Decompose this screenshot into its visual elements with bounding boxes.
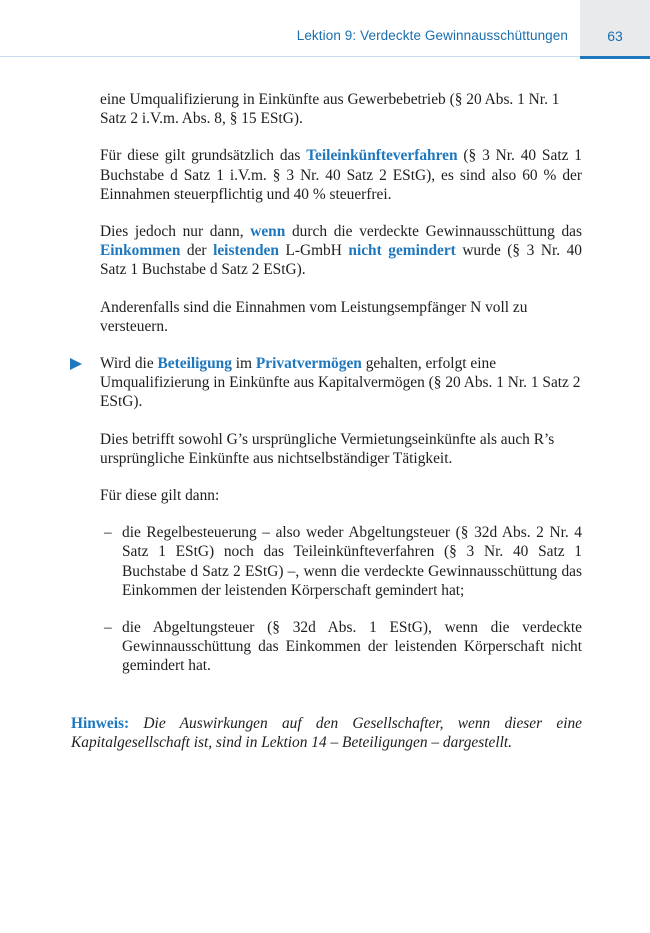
- keyword: nicht gemindert: [348, 242, 456, 260]
- triangle-bullet-icon: [70, 358, 82, 370]
- main-text: [100, 90, 582, 694]
- bullet-paragraph: [100, 354, 582, 412]
- keyword: leistenden: [213, 242, 279, 260]
- page-number-box: [580, 0, 650, 59]
- text-run: gehalten, erfolgt eine Umqualifizierung in Einkünfte aus Kapitalvermögen (§ 20 Abs. 1 Nr. 1 Satz 2 EStG).: [100, 355, 581, 411]
- text-run: Für diese gilt grundsätzlich das: [100, 147, 307, 165]
- keyword: wenn: [250, 223, 286, 241]
- keyword: Beteiligung: [157, 355, 232, 373]
- text-run: durch die verdeckte Gewinnausschüttung das: [285, 223, 582, 241]
- paragraph: Dies betrifft sowohl G’s ursprüngliche Vermietungseinkünfte als auch R’s ursprüngliche Einkünfte aus nichtselbständiger Tätigkeit.: [100, 430, 555, 467]
- page-number: 63: [607, 28, 623, 44]
- list-item-text: die Regelbesteuerung – also weder Abgeltungsteuer (§ 32d Abs. 2 Nr. 4 Satz 1 EStG) noch das Teileinkünfteverfahren (§ 3 Nr. 40 Satz 1 Buchstabe d Satz 2 EStG) –, wenn die verdeckte Gewinnausschüttung das Einkommen der leistenden Körperschaft gemindert hat;: [122, 524, 582, 599]
- chapter-title: Lektion 9: Verdeckte Gewinnausschüttungen: [296, 28, 568, 43]
- text-run: im: [231, 355, 256, 373]
- keyword: Privatvermögen: [255, 355, 362, 373]
- paragraph: Anderenfalls sind die Einnahmen vom Leistungsempfänger N voll zu versteuern.: [100, 298, 528, 335]
- text-run: Dies jedoch nur dann,: [100, 223, 251, 241]
- paragraph: [100, 146, 582, 204]
- hint-label: Hinweis:: [71, 715, 130, 732]
- list-item-text: die Abgeltungsteuer (§ 32d Abs. 1 EStG), wenn die verdeckte Gewinnausschüttung das Einkommen der leistenden Körperschaft nicht gemindert hat.: [122, 619, 582, 675]
- text-run: L-GmbH: [278, 242, 349, 260]
- header-rule: [0, 56, 580, 57]
- paragraph: [100, 222, 582, 280]
- text-run: (§ 3 Nr. 40 Satz 1 Buchstabe d Satz 1 i.V.m. § 3 Nr. 40 Satz 2 EStG), es sind also 60 % der Einnahmen steuerpflichtig und 40 % steuerfrei.: [100, 147, 582, 203]
- text-run: wurde (§ 3 Nr. 40 Satz 1 Buchstabe d Satz 2 EStG).: [100, 242, 582, 279]
- list-item: [100, 523, 582, 600]
- text-run: Wird die: [100, 355, 158, 373]
- hint-text: Die Auswirkungen auf den Gesellschafter, wenn dieser eine Kapitalgesellschaft ist, sind in Lektion 14 – Beteiligungen – dargestellt.: [71, 715, 582, 752]
- dash-marker: –: [104, 524, 112, 542]
- text-run: der: [180, 242, 214, 260]
- hint-note: [71, 714, 582, 752]
- keyword: Teileinkünfteverfahren: [306, 147, 458, 165]
- keyword: Einkommen: [100, 242, 181, 260]
- paragraph: eine Umqualifizierung in Einkünfte aus Gewerbebetrieb (§ 20 Abs. 1 Nr. 1 Satz 2 i.V.m. Abs. 8, § 15 EStG).: [100, 91, 560, 128]
- dash-marker: –: [104, 619, 112, 637]
- list-item: [100, 618, 582, 676]
- paragraph: Für diese gilt dann:: [100, 487, 220, 505]
